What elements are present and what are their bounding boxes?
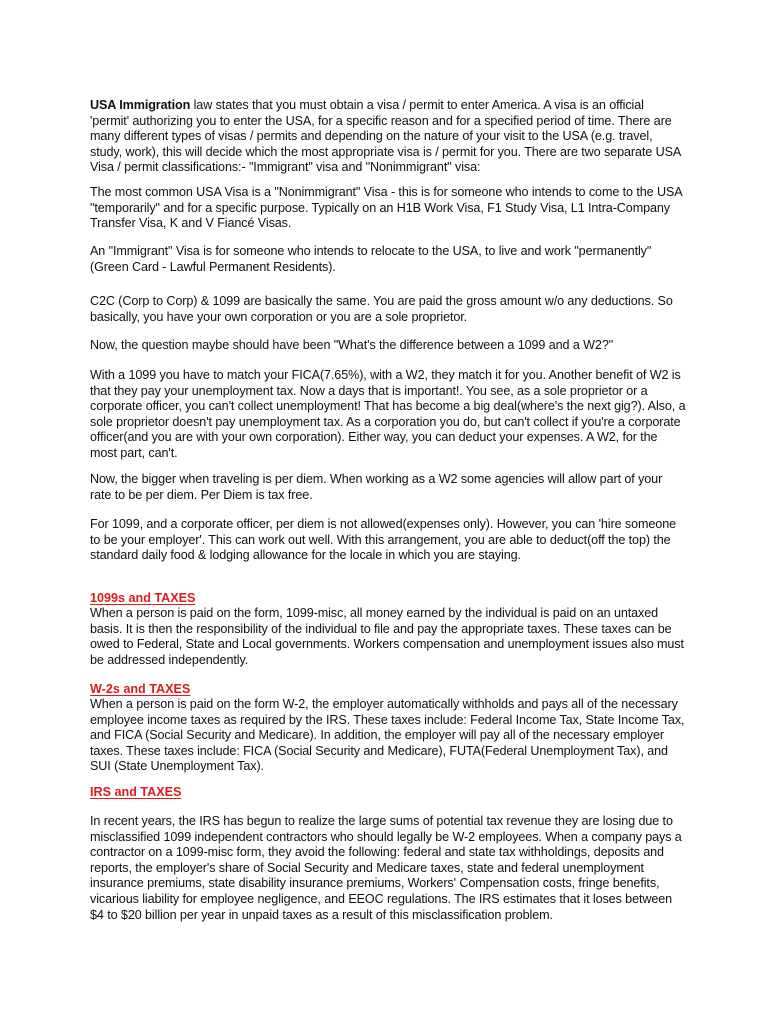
section-heading-w2: W-2s and TAXES	[90, 682, 191, 696]
question-paragraph	[90, 338, 686, 354]
question-text: Now, the question maybe should have been "What's the difference between a 1099 and a W2?"	[90, 338, 614, 352]
section-body-1099	[90, 606, 686, 668]
section-text-irs: In recent years, the IRS has begun to realize the large sums of potential tax revenue they are losing due to misclassified 1099 independent contractors who should legally be W-2 employees. When a company pays a contractor on a 1099-misc form, they avoid the following: federal and state tax withholdings, deposits and reports, the employer's share of Social Security and Medicare taxes, state and federal unemployment insurance premiums, state disability insurance premiums, Workers' Compensation costs, fringe benefits, vicarious liability for employee negligence, and EEOC regulations. The IRS estimates that it loses between $4 to $20 billion per year in unpaid taxes as a result of this misclassification problem.	[90, 814, 682, 922]
corporate-paragraph	[90, 517, 686, 564]
c2c-text: C2C (Corp to Corp) & 1099 are basically the same. You are paid the gross amount w/o any deductions. So basically, you have your own corporation or you are a sole proprietor.	[90, 294, 673, 324]
section-text-1099: When a person is paid on the form, 1099-misc, all money earned by the individual is paid on an untaxed basis. It is then the responsibility of the individual to file and pay the appropriate taxes. These taxes can be owed to Federal, State and Local governments. Workers compensation and unemployment issues also must be addressed independently.	[90, 606, 684, 667]
section-body-w2	[90, 697, 686, 775]
section-heading-irs: IRS and TAXES	[90, 785, 182, 799]
corporate-text: For 1099, and a corporate officer, per diem is not allowed(expenses only). However, you can 'hire someone to be your employer'. This can work out well. With this arrangement, you are able to deduct(off the top) the standard daily food & lodging allowance for the locale in which you are staying.	[90, 517, 677, 563]
section-heading-1099: 1099s and TAXES	[90, 591, 196, 605]
section-text-w2: When a person is paid on the form W-2, the employer automatically withholds and pays all of the necessary employee income taxes as required by the IRS. These taxes include: Federal Income Tax, State Income Tax, and FICA (Social Security and Medicare). In addition, the employer will pay all of the necessary employer taxes. These taxes include: FICA (Social Security and Medicare), FUTA(Federal Unemployment Tax), and SUI (State Unemployment Tax).	[90, 697, 685, 774]
immigrant-text: An "Immigrant" Visa is for someone who intends to relocate to the USA, to live and work "permanently" (Green Card - Lawful Permanent Residents).	[90, 244, 652, 274]
intro-text: law states that you must obtain a visa / permit to enter America. A visa is an official 'permit' authorizing you to enter the USA, for a specific reason and for a specified period of time. There are many different types of visas / permits and depending on the nature of your visit to the USA (e.g. travel, study, work), this will decide which the most appropriate visa is / permit for you. There are two separate USA Visa / permit classifications:- "Immigrant" visa and "Nonimmigrant" visa:	[90, 98, 681, 175]
immigrant-paragraph	[90, 244, 686, 275]
nonimmigrant-text: The most common USA Visa is a "Nonimmigrant" Visa - this is for someone who intends to come to the USA "temporarily" and for a specific purpose. Typically on an H1B Work Visa, F1 Study Visa, L1 Intra-Company Transfer Visa, K and V Fiancé Visas.	[90, 185, 682, 231]
perdiem-text: Now, the bigger when traveling is per diem. When working as a W2 some agencies will allow part of your rate to be per diem. Per Diem is tax free.	[90, 472, 663, 502]
intro-lead: USA Immigration	[90, 98, 191, 112]
perdiem-paragraph	[90, 472, 686, 503]
c2c-paragraph	[90, 294, 686, 325]
section-body-irs	[90, 814, 686, 923]
nonimmigrant-paragraph	[90, 185, 686, 232]
fica-text: With a 1099 you have to match your FICA(7.65%), with a W2, they match it for you. Another benefit of W2 is that they pay your unemployment tax. Now a days that is important!. You see, as a sole proprietor or a corporate officer, you can't collect unemployment! That has become a big deal(where's the next gig?). Also, a sole proprietor doesn't pay unemployment tax. As a corporation you do, but can't collect if you're a corporate officer(and you are with your own corporation). Either way, you can deduct your expenses. A W2, for the most part, can't.	[90, 368, 686, 460]
fica-paragraph	[90, 368, 686, 462]
intro-paragraph	[90, 98, 686, 176]
